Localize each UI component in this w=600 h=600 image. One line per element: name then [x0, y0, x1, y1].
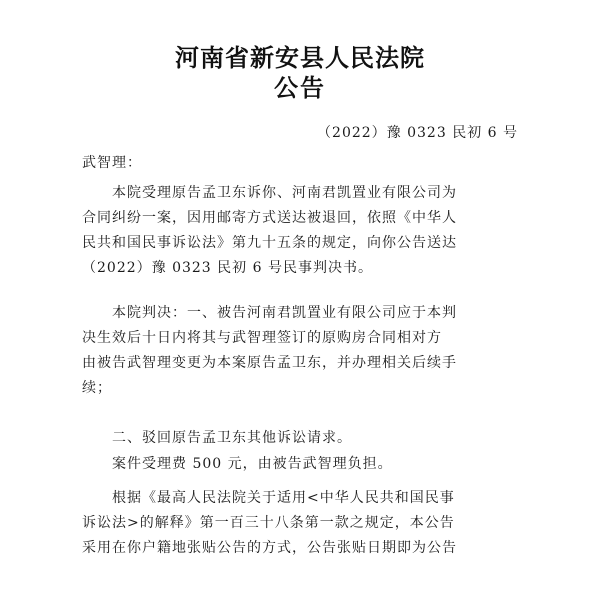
paragraph-line: 二、驳回原告孟卫东其他诉讼请求。 [82, 430, 352, 446]
paragraph-line: 决生效后十日内将其与武智理签订的原购房合同相对方 [82, 330, 442, 346]
paragraph-line: 由被告武智理变更为本案原告孟卫东，并办理相关后续手 [82, 355, 457, 371]
paragraph-service-notice [82, 181, 518, 281]
paragraph-line: 本院判决：一、被告河南君凯置业有限公司应于本判 [82, 305, 457, 321]
paragraph-judgment-item-1 [82, 301, 518, 401]
paragraph-line: （2022）豫 0323 民初 6 号民事判决书。 [82, 260, 373, 276]
paragraph-line: 本院受理原告孟卫东诉你、河南君凯置业有限公司为 [82, 185, 457, 201]
paragraph-line: 续； [82, 380, 112, 396]
paragraph-line: 案件受理费 500 元，由被告武智理负担。 [82, 456, 393, 472]
paragraph-line: 根据《最高人民法院关于适用<中华人民共和国民事 [82, 490, 455, 506]
document-title: 公告 [274, 73, 326, 102]
paragraph-line: 合同纠纷一案，因用邮寄方式送达被退回，依照《中华人 [82, 210, 457, 226]
paragraph-judgment-item-2 [82, 426, 518, 451]
paragraph-line: 民共和国民事诉讼法》第九十五条的规定，向你公告送达 [82, 235, 457, 251]
paragraph-case-fee [82, 452, 518, 477]
addressee: 武智理： [82, 155, 142, 171]
paragraph-line: 诉讼法>的解释》第一百三十八条第一款之规定，本公告 [82, 515, 455, 531]
court-name: 河南省新安县人民法院 [175, 43, 425, 72]
paragraph-legal-basis [82, 486, 518, 561]
case-number: （2022）豫 0323 民初 6 号 [317, 125, 518, 141]
paragraph-line: 采用在你户籍地张贴公告的方式，公告张贴日期即为公告 [82, 540, 457, 556]
